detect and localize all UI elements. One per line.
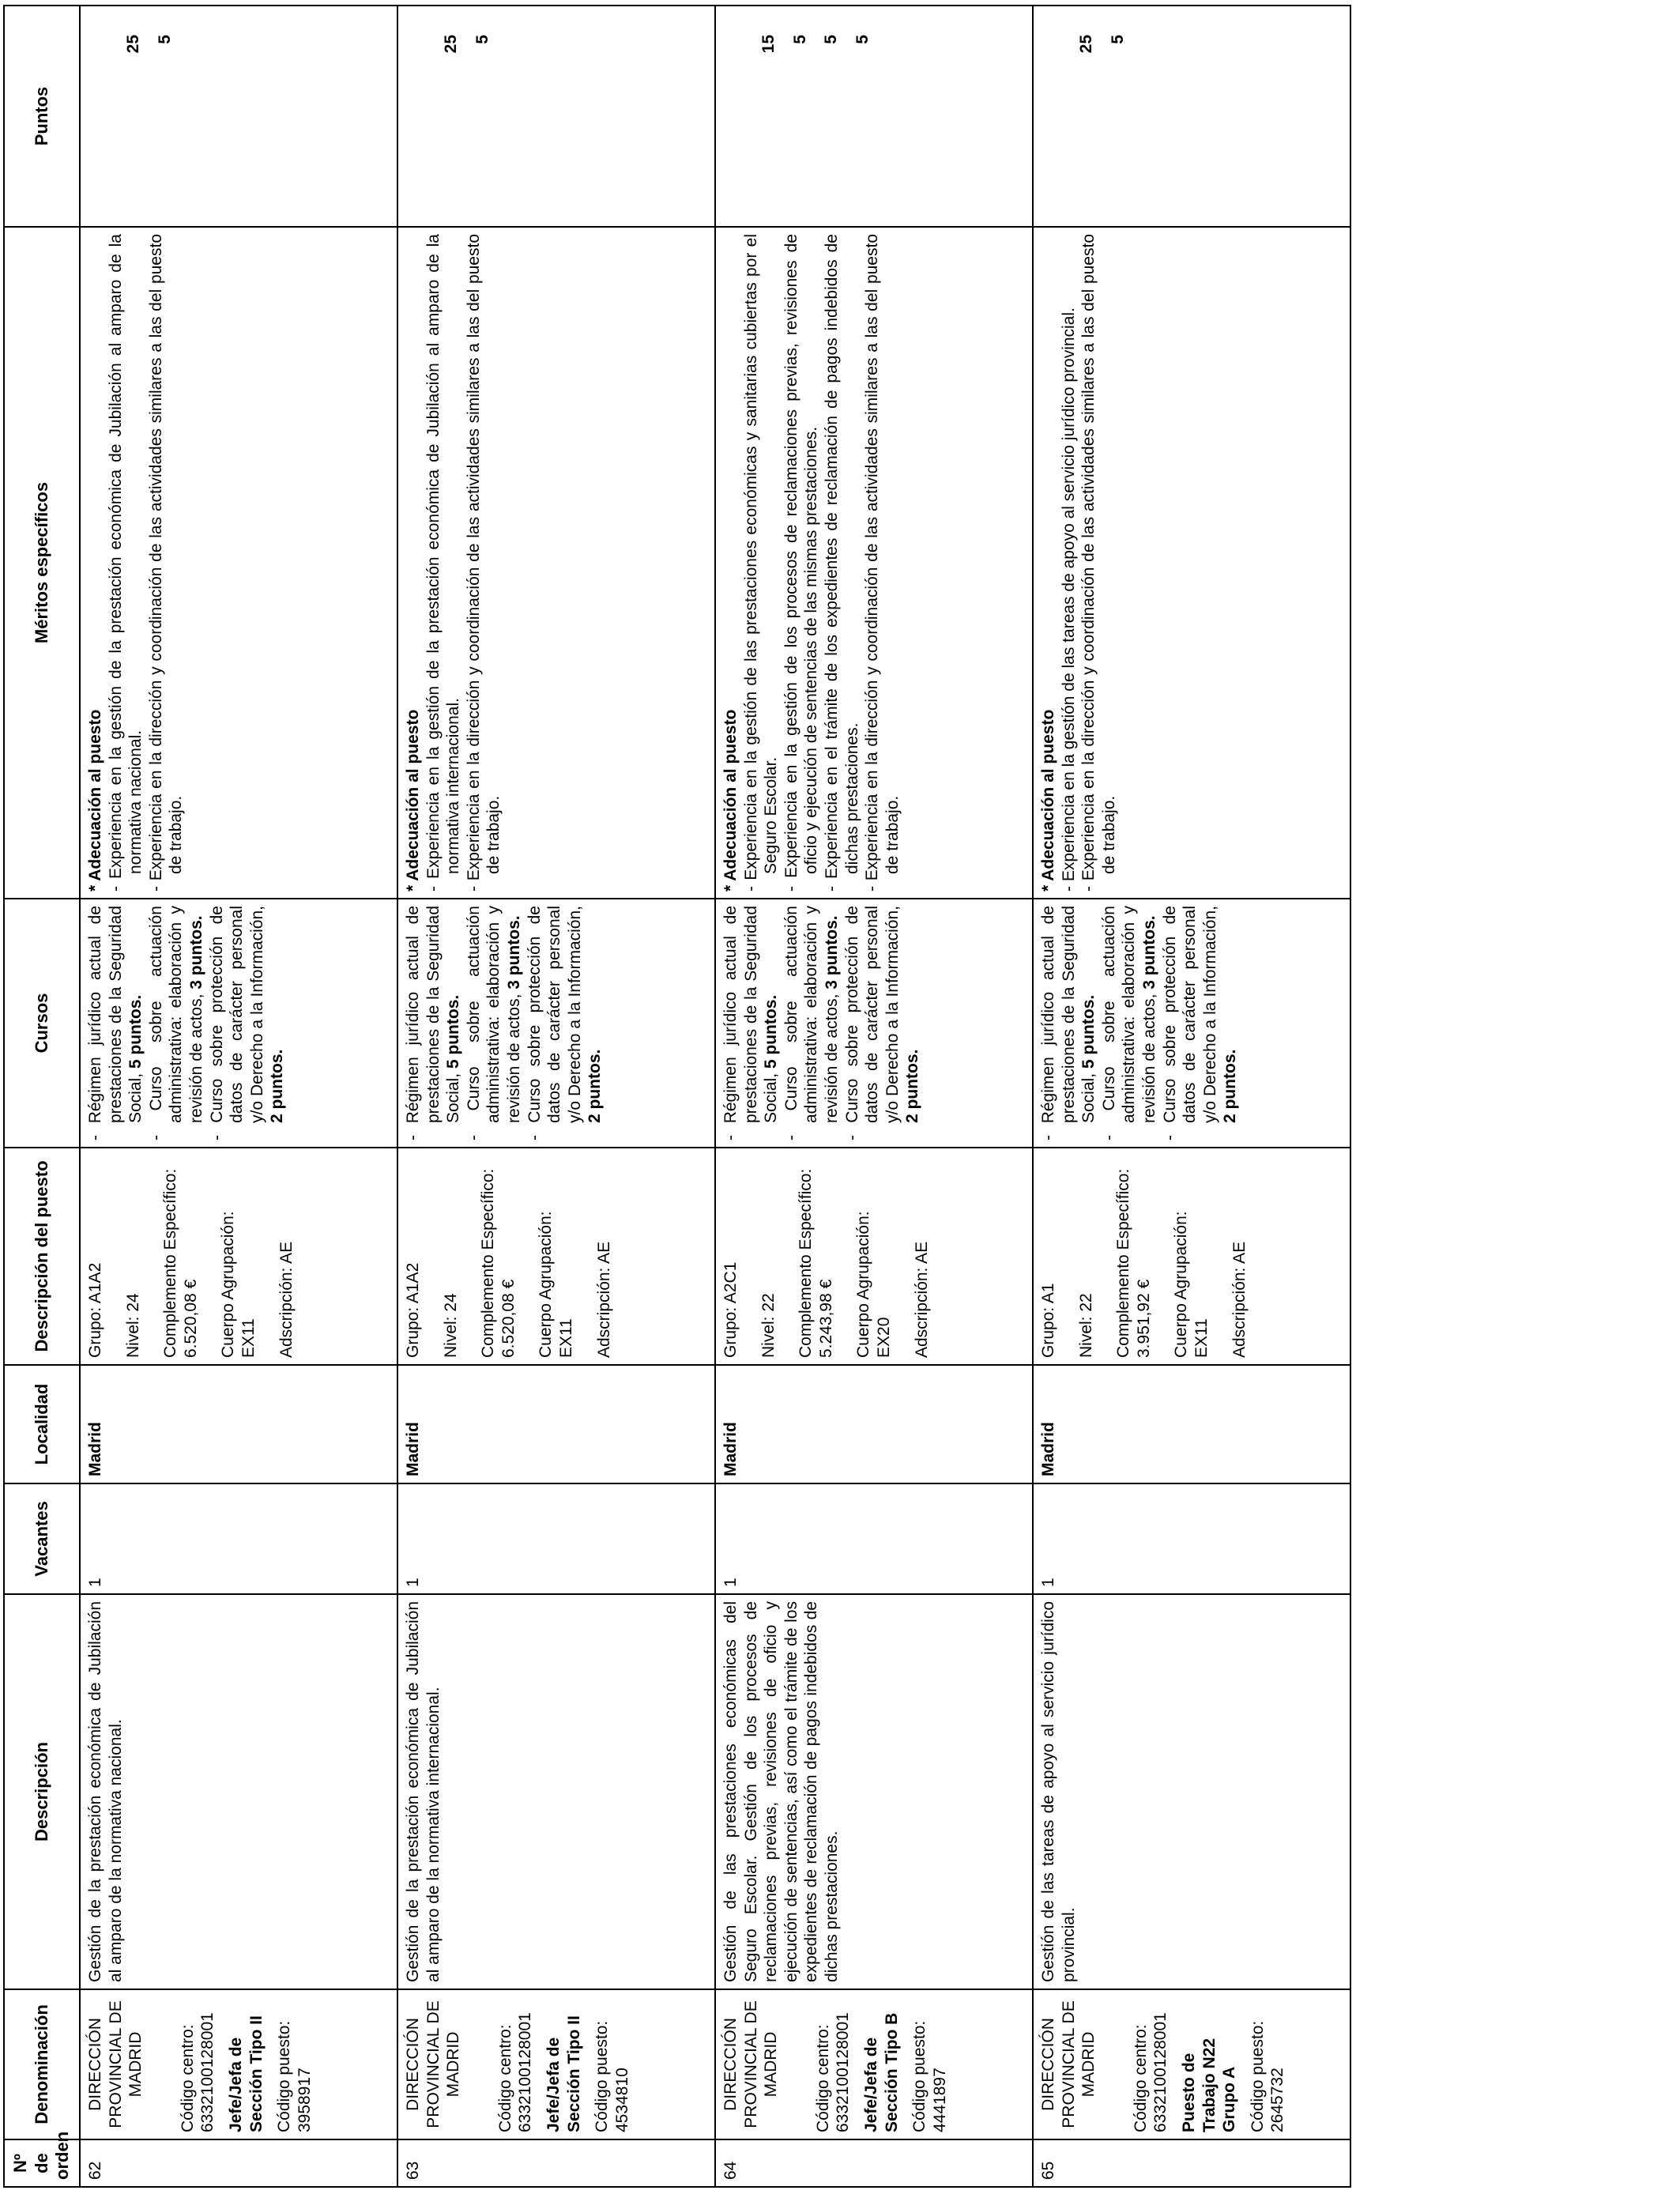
puntos-value: 5: [1108, 35, 1127, 44]
puesto-name: Puesto de Trabajo N22 Grupo A: [1180, 2038, 1239, 2132]
puntos-value: 5: [822, 35, 841, 44]
curso-item: - Curso sobre actuación administrativa: elaboración y revisión de actos, 3 puntos.: [146, 906, 206, 1140]
complemento-value: 3.951,92 €: [1134, 1279, 1153, 1358]
cuerpo-label: Cuerpo Agrupación:: [219, 1211, 238, 1358]
cuerpo-value: EX11: [557, 1318, 576, 1358]
puntos-value: 5: [155, 35, 174, 44]
puesto-name: Jefe/Jefa de Sección Tipo II: [227, 2015, 266, 2132]
merito-item: - Experiencia en la gestión de las tareas de apoyo al servicio jurídico provincial.: [1059, 307, 1078, 892]
grupo-text: Grupo: A1A2: [86, 1262, 104, 1358]
unidad-text: DIRECCIÓN PROVINCIAL DE MADRID: [721, 2000, 781, 2128]
puntos-value: 5: [790, 35, 809, 44]
cursos-cell: [80, 899, 397, 1148]
codigo-puesto-label: Código puesto:: [275, 2020, 294, 2132]
puntos-value: 5: [473, 35, 492, 44]
complemento-value: 6.520,08 €: [181, 1279, 200, 1358]
puntos-value: 25: [124, 35, 142, 54]
codigo-centro-label: Código centro:: [178, 2024, 197, 2132]
codigo-centro: 6332100128001: [1151, 2012, 1170, 2132]
descripcion-cell: Gestión de las prestaciones económicas del Seguro Escolar. Gestión de los procesos de reclamaciones previas, revisiones de oficio y ejecución de sentencias, así como el trámite de los expedientes de reclamación de pagos indebidos de dichas prestaciones.: [715, 1594, 1033, 1989]
cuerpo-value: EX20: [875, 1317, 894, 1358]
merito-item: - Experiencia en la gestión de los procesos de reclamaciones previas, revisiones de oficio y ejecución de sentencias de las mismas prestaciones.: [782, 234, 821, 892]
table-row: [1033, 6, 1350, 2187]
curso-item: - Curso sobre actuación administrativa: elaboración y revisión de actos, 3 puntos.: [1099, 906, 1159, 1140]
header-descripcion-puesto: Descripción del puesto: [4, 1148, 80, 1365]
codigo-puesto-label: Código puesto:: [1248, 2020, 1267, 2132]
meritos-title: * Adecuación al puesto: [404, 709, 422, 892]
descripcion-cell: Gestión de la prestación económica de Jubilación al amparo de la normativa internacional.: [397, 1594, 715, 1989]
localidad-cell: Madrid: [80, 1365, 397, 1483]
denominacion-cell: [715, 1989, 1033, 2139]
denominacion-cell: [80, 1989, 397, 2139]
header-orden: Nº de orden: [4, 2139, 80, 2187]
table-row: [80, 6, 397, 2187]
merito-item: - Experiencia en la gestión de la prestación económica de Jubilación al amparo de la normativa internacional.: [424, 234, 463, 892]
meritos-title: * Adecuación al puesto: [1039, 709, 1057, 892]
orden-cell: 63: [397, 2139, 715, 2187]
nivel-text: Nivel: 22: [1076, 1293, 1095, 1358]
localidad-cell: Madrid: [715, 1365, 1033, 1483]
codigo-centro: 6332100128001: [516, 2012, 535, 2132]
codigo-centro-label: Código centro:: [813, 2024, 832, 2132]
header-descripcion: Descripción: [4, 1594, 80, 1989]
puntos-value: 25: [442, 35, 460, 54]
unidad-text: DIRECCIÓN PROVINCIAL DE MADRID: [1039, 2000, 1098, 2128]
puntos-cell: [80, 6, 397, 227]
header-localidad: Localidad: [4, 1365, 80, 1483]
localidad-cell: Madrid: [397, 1365, 715, 1483]
localidad-cell: Madrid: [1033, 1365, 1350, 1483]
cursos-cell: [397, 899, 715, 1148]
denominacion-cell: [1033, 1989, 1350, 2139]
header-denominacion: Denominación: [4, 1989, 80, 2139]
table-row: [397, 6, 715, 2187]
puntos-cell: [1033, 6, 1350, 227]
cuerpo-label: Cuerpo Agrupación:: [854, 1211, 873, 1358]
unidad-text: DIRECCIÓN PROVINCIAL DE MADRID: [86, 2000, 145, 2128]
curso-item: - Régimen jurídico actual de prestaciones de la Seguridad Social, 5 puntos.: [86, 906, 145, 1140]
puesto-name: Jefe/Jefa de Sección Tipo II: [544, 2015, 583, 2132]
complemento-value: 5.243,98 €: [816, 1279, 835, 1358]
cuerpo-label: Cuerpo Agrupación:: [537, 1211, 556, 1358]
grupo-text: Grupo: A1: [1039, 1283, 1057, 1358]
curso-item: - Régimen jurídico actual de prestaciones de la Seguridad Social, 5 puntos.: [404, 906, 463, 1140]
complemento-label: Complemento Específico:: [1114, 1168, 1133, 1358]
cursos-cell: [1033, 899, 1350, 1148]
meritos-title: * Adecuación al puesto: [86, 709, 104, 892]
curso-item: - Curso sobre protección de datos de carácter personal y/o Derecho a la Información, 2 puntos.: [1160, 906, 1240, 1140]
codigo-centro-label: Código centro:: [1131, 2024, 1150, 2132]
orden-cell: 62: [80, 2139, 397, 2187]
merito-item: - Experiencia en la gestión de la prestación económica de Jubilación al amparo de la normativa nacional.: [106, 234, 145, 892]
merito-item: - Experiencia en la gestión de las prestaciones económicas y sanitarias cubiertas por el Seguro Escolar.: [741, 234, 781, 892]
descripcion-cell: Gestión de las tareas de apoyo al servicio jurídico provincial.: [1033, 1594, 1350, 1989]
puntos-cell: [715, 6, 1033, 227]
header-puntos: Puntos: [4, 6, 80, 227]
curso-item: - Curso sobre protección de datos de carácter personal y/o Derecho a la Información, 2 puntos.: [525, 906, 605, 1140]
adscripcion-text: Adscripción: AE: [1230, 1241, 1249, 1358]
header-row: [4, 6, 80, 2187]
grupo-text: Grupo: A2C1: [721, 1261, 740, 1358]
merito-item: - Experiencia en la dirección y coordinación de las actividades similares a las del puesto de trabajo.: [146, 234, 186, 892]
nivel-text: Nivel: 24: [441, 1293, 460, 1358]
complemento-value: 6.520,08 €: [499, 1279, 518, 1358]
meritos-title: * Adecuación al puesto: [721, 709, 740, 892]
codigo-puesto: 3958917: [295, 2068, 314, 2132]
curso-item: - Curso sobre protección de datos de carácter personal y/o Derecho a la Información, 2 puntos.: [842, 906, 922, 1140]
meritos-cell: [80, 227, 397, 899]
codigo-puesto-label: Código puesto:: [910, 2020, 929, 2132]
complemento-label: Complemento Específico:: [161, 1168, 180, 1358]
nivel-text: Nivel: 24: [123, 1293, 142, 1358]
vacantes-cell: 1: [715, 1483, 1033, 1594]
vacantes-cell: 1: [80, 1483, 397, 1594]
puesto-name: Jefe/Jefa de Sección Tipo B: [862, 2012, 901, 2132]
curso-item: - Régimen jurídico actual de prestaciones de la Seguridad Social, 5 puntos.: [1039, 906, 1098, 1140]
cuerpo-label: Cuerpo Agrupación:: [1172, 1211, 1191, 1358]
curso-item: - Curso sobre actuación administrativa: elaboración y revisión de actos, 3 puntos.: [782, 906, 842, 1140]
adscripcion-text: Adscripción: AE: [912, 1241, 931, 1358]
merito-item: - Experiencia en la dirección y coordinación de las actividades similares a las del puesto de trabajo.: [863, 234, 902, 892]
vacantes-cell: 1: [1033, 1483, 1350, 1594]
descripcion-puesto-cell: [397, 1148, 715, 1365]
header-cursos: Cursos: [4, 899, 80, 1148]
meritos-cell: [1033, 227, 1350, 899]
header-vacantes: Vacantes: [4, 1483, 80, 1594]
descripcion-puesto-cell: [715, 1148, 1033, 1365]
cursos-cell: [715, 899, 1033, 1148]
codigo-centro: 63321001280​01: [198, 2012, 217, 2132]
curso-item: - Curso sobre actuación administrativa: elaboración y revisión de actos, 3 puntos.: [464, 906, 524, 1140]
orden-cell: 65: [1033, 2139, 1350, 2187]
cuerpo-value: EX11: [239, 1318, 258, 1358]
puntos-value: 25: [1077, 35, 1095, 54]
puntos-cell: [397, 6, 715, 227]
codigo-puesto: 2645732: [1268, 2068, 1287, 2132]
codigo-puesto: 4534810: [612, 2068, 631, 2132]
merito-item: - Experiencia en la dirección y coordinación de las actividades similares a las del puesto de trabajo.: [1079, 234, 1118, 892]
adscripcion-text: Adscripción: AE: [277, 1241, 296, 1358]
puntos-value: 15: [759, 35, 778, 54]
codigo-centro: 6332100128001: [834, 2012, 853, 2132]
cuerpo-value: EX11: [1192, 1318, 1211, 1358]
unidad-text: DIRECCIÓN PROVINCIAL DE MADRID: [404, 2000, 463, 2128]
denominacion-cell: [397, 1989, 715, 2139]
vacantes-cell: 1: [397, 1483, 715, 1594]
complemento-label: Complemento Específico:: [797, 1168, 816, 1358]
meritos-cell: [397, 227, 715, 899]
adscripcion-text: Adscripción: AE: [594, 1241, 613, 1358]
meritos-cell: [715, 227, 1033, 899]
nivel-text: Nivel: 22: [759, 1293, 778, 1358]
puntos-value: 5: [853, 35, 872, 44]
codigo-centro-label: Código centro:: [495, 2024, 514, 2132]
complemento-label: Complemento Específico:: [479, 1168, 498, 1358]
puestos-table: [3, 5, 1351, 2188]
merito-item: - Experiencia en el trámite de los expedientes de reclamación de pagos indebidos de dichas prestaciones.: [823, 234, 861, 892]
header-meritos: Méritos específicos: [4, 227, 80, 899]
curso-item: - Curso sobre protección de datos de carácter personal y/o Derecho a la Información, 2 puntos.: [207, 906, 287, 1140]
descripcion-cell: Gestión de la prestación económica de Jubilación al amparo de la normativa nacional.: [80, 1594, 397, 1989]
merito-item: - Experiencia en la dirección y coordinación de las actividades similares a las del puesto de trabajo.: [464, 234, 503, 892]
curso-item: - Régimen jurídico actual de prestaciones de la Seguridad Social, 5 puntos.: [721, 906, 781, 1140]
descripcion-puesto-cell: [80, 1148, 397, 1365]
grupo-text: Grupo: A1A2: [404, 1262, 422, 1358]
table-row: [715, 6, 1033, 2187]
codigo-puesto: 4441897: [930, 2068, 949, 2132]
codigo-puesto-label: Código puesto:: [593, 2020, 612, 2132]
descripcion-puesto-cell: [1033, 1148, 1350, 1365]
orden-cell: 64: [715, 2139, 1033, 2187]
